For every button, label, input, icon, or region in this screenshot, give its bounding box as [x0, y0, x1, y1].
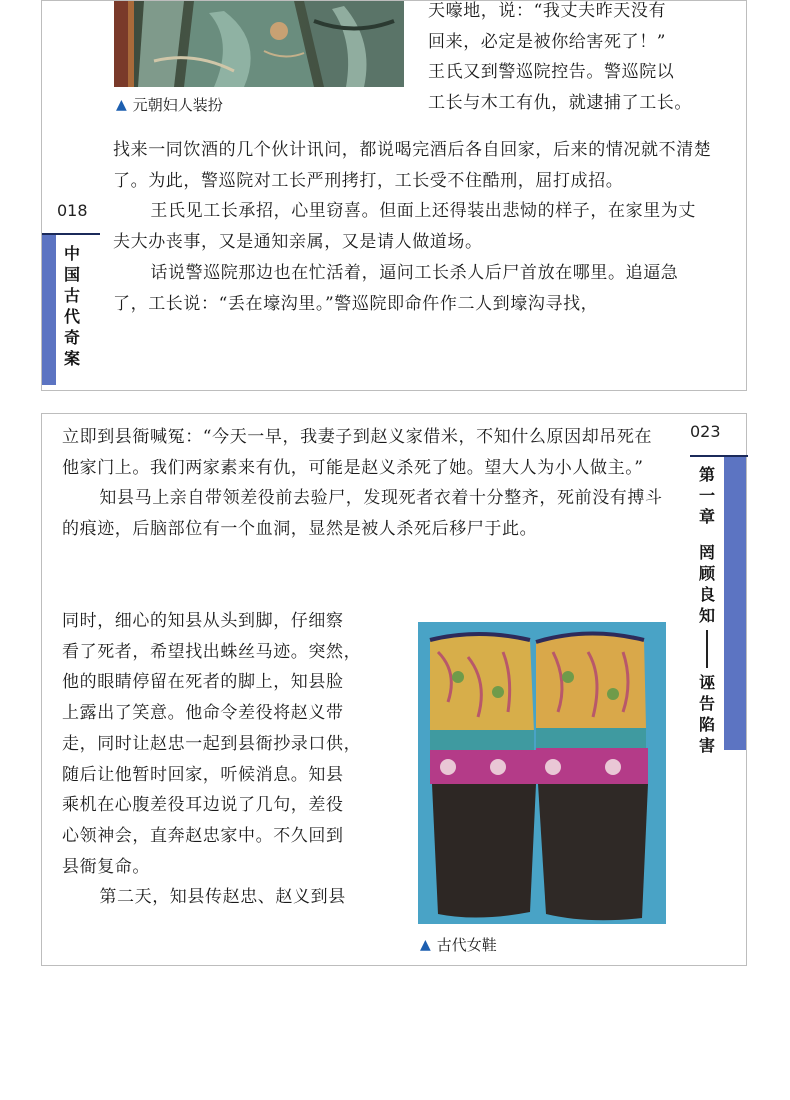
- paragraph: 立即到县衙喊冤：“今天一早，我妻子到赵义家借米，不知什么原因却吊死在他家门上。我们两家素来有仇，可能是赵义杀死了她。望大人为小人做主。”: [62, 427, 653, 478]
- text-line: 第二天，知县传赵忠、赵义到县: [99, 887, 346, 908]
- painting-caption: ▲ 元朝妇人装扮: [116, 96, 223, 114]
- text-line: 走，同时让赵忠一起到县衙抄录口供，: [62, 733, 362, 754]
- text-line: 县衙复命。: [62, 856, 150, 877]
- text-line: 心领神会，直奔赵忠家中。不久回到: [62, 825, 344, 846]
- body-text: [113, 135, 713, 319]
- side-accent-strip: [42, 235, 56, 385]
- text-line: 工长与木工有仇，就逮捕了工长。: [428, 93, 692, 114]
- text-line: 同时，细心的知县从头到脚，仔细察: [62, 611, 344, 631]
- chapter-title-top: 罔顾良知: [698, 543, 715, 625]
- book-page-023: [41, 413, 747, 966]
- paragraph: 话说警巡院那边也在忙活着，逼问工长杀人后尸首放在哪里。追逼急了，工长说：“丢在壕沟里。”警巡院即命仵作二人到壕沟寻找，: [113, 262, 679, 314]
- paragraph: 找来一同饮酒的几个伙计讯问，都说喝完酒后各自回家，后来的情况就不清楚了。为此，警巡院对工长严刑拷打，工长受不住酷刑，屈打成招。: [113, 140, 712, 191]
- book-title-vertical: 中国古代奇案: [63, 244, 80, 368]
- page-number: 018: [57, 201, 88, 220]
- page-number: 023: [690, 422, 721, 441]
- text-line: 上露出了笑意。他命令差役将赵义带: [62, 703, 344, 724]
- text-line: 王氏又到警巡院控告。警巡院以: [428, 62, 675, 83]
- caption-triangle-icon: ▲: [116, 96, 127, 113]
- text-line: 天嚎地，说：“我丈夫昨天没有: [428, 1, 667, 21]
- wrap-text-block: [62, 606, 407, 913]
- paragraph: 知县马上亲自带领差役前去验尸，发现死者衣着十分整齐，死前没有搏斗的痕迹，后脑部位有一个血洞，显然是被人杀死后移尸于此。: [62, 488, 663, 540]
- wrap-text-block: [428, 0, 738, 119]
- text-line: 乘机在心腹差役耳边说了几句，差役: [62, 795, 344, 816]
- ancient-shoes-photo: [418, 622, 666, 924]
- caption-triangle-icon: ▲: [420, 936, 431, 953]
- paragraph: 王氏见工长承招，心里窃喜。但面上还得装出悲恸的样子，在家里为丈夫大办丧事，又是通知亲属，又是请人做道场。: [113, 201, 696, 253]
- text-line: 回来，必定是被你给害死了！”: [428, 31, 667, 52]
- body-text: [62, 422, 668, 545]
- text-line: 他的眼睛停留在死者的脚上，知县脸: [62, 672, 344, 693]
- text-line: 随后让他暂时回家，听候消息。知县: [62, 764, 344, 785]
- chapter-title-bottom: 诬告陷害: [698, 673, 715, 755]
- chapter-label-vertical: 第一章: [698, 465, 715, 526]
- chapter-title-dash: [706, 630, 708, 668]
- side-accent-strip: [724, 457, 746, 750]
- shoes-caption: ▲ 古代女鞋: [420, 936, 497, 954]
- yuan-woman-painting: [114, 1, 404, 87]
- text-line: 看了死者，希望找出蛛丝马迹。突然，: [62, 641, 362, 662]
- book-page-018: [41, 0, 747, 391]
